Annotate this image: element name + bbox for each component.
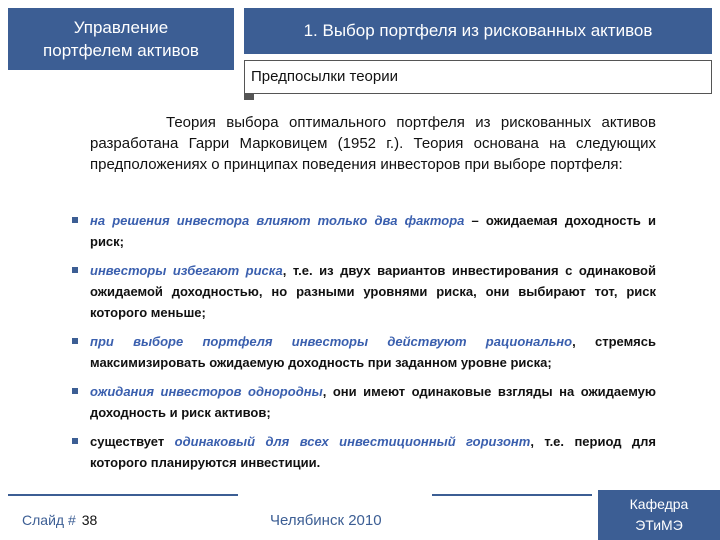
bullet-highlight: ожидания инвесторов однородны <box>90 384 323 399</box>
bullet-highlight: на решения инвестора влияют только два фактора <box>90 213 465 228</box>
list-item <box>72 331 656 373</box>
bullet-highlight: одинаковый для всех инвестиционный горизонт <box>174 434 531 449</box>
section-subtitle: Предпосылки теории <box>244 60 712 94</box>
bullet-highlight: при выборе портфеля инвесторы действуют рационально <box>90 334 573 349</box>
department-line2: ЭТиМЭ <box>635 517 683 533</box>
square-bullet-icon <box>72 217 78 223</box>
intro-paragraph: Теория выбора оптимального портфеля из рискованных активов разработана Гарри Марковицем (1952 г.). Теория основана на следующих предположениях о принципах поведения инвесторов при выборе портфеля: <box>90 114 656 173</box>
slide-title: 1. Выбор портфеля из рискованных активов <box>244 8 712 54</box>
footer-divider-left <box>8 494 238 496</box>
list-item <box>72 381 656 423</box>
bullet-highlight: инвесторы избегают риска <box>90 263 283 278</box>
department-line1: Кафедра <box>629 496 689 512</box>
slide-label: Слайд # <box>22 512 76 528</box>
square-bullet-icon <box>72 388 78 394</box>
slide-number-label <box>22 512 97 528</box>
square-bullet-icon <box>72 338 78 344</box>
bullet-prefix: существует <box>90 434 175 449</box>
bullet-text: – ожидаемая доходность и риск; <box>90 213 656 249</box>
list-item <box>72 210 656 252</box>
course-title-line2: портфелем активов <box>43 41 199 60</box>
footer-divider-mid <box>432 494 592 496</box>
slide-number: 38 <box>81 512 98 528</box>
bullet-text: , они имеют одинаковые взгляды на ожидаемую доходность и риск активов; <box>90 384 656 420</box>
assumption-list <box>72 210 656 481</box>
course-title-box <box>8 8 234 70</box>
bullet-text: , стремясь максимизировать ожидаемую доходность при заданном уровне риска; <box>90 334 656 370</box>
footer-city-year: Челябинск 2010 <box>270 512 382 529</box>
bullet-text: , т.е. период для которого планируются инвестиции. <box>90 434 656 470</box>
square-bullet-icon <box>72 438 78 444</box>
department-box <box>598 490 720 540</box>
subtitle-accent-bar <box>244 94 254 100</box>
course-title-line1: Управление <box>73 18 169 37</box>
square-bullet-icon <box>72 267 78 273</box>
list-item <box>72 260 656 323</box>
bullet-text: , т.е. из двух вариантов инвестирования с одинаковой ожидаемой доходностью, но разными уровнями риска, они выбирают тот, риск которого меньше; <box>90 263 656 320</box>
list-item <box>72 431 656 473</box>
